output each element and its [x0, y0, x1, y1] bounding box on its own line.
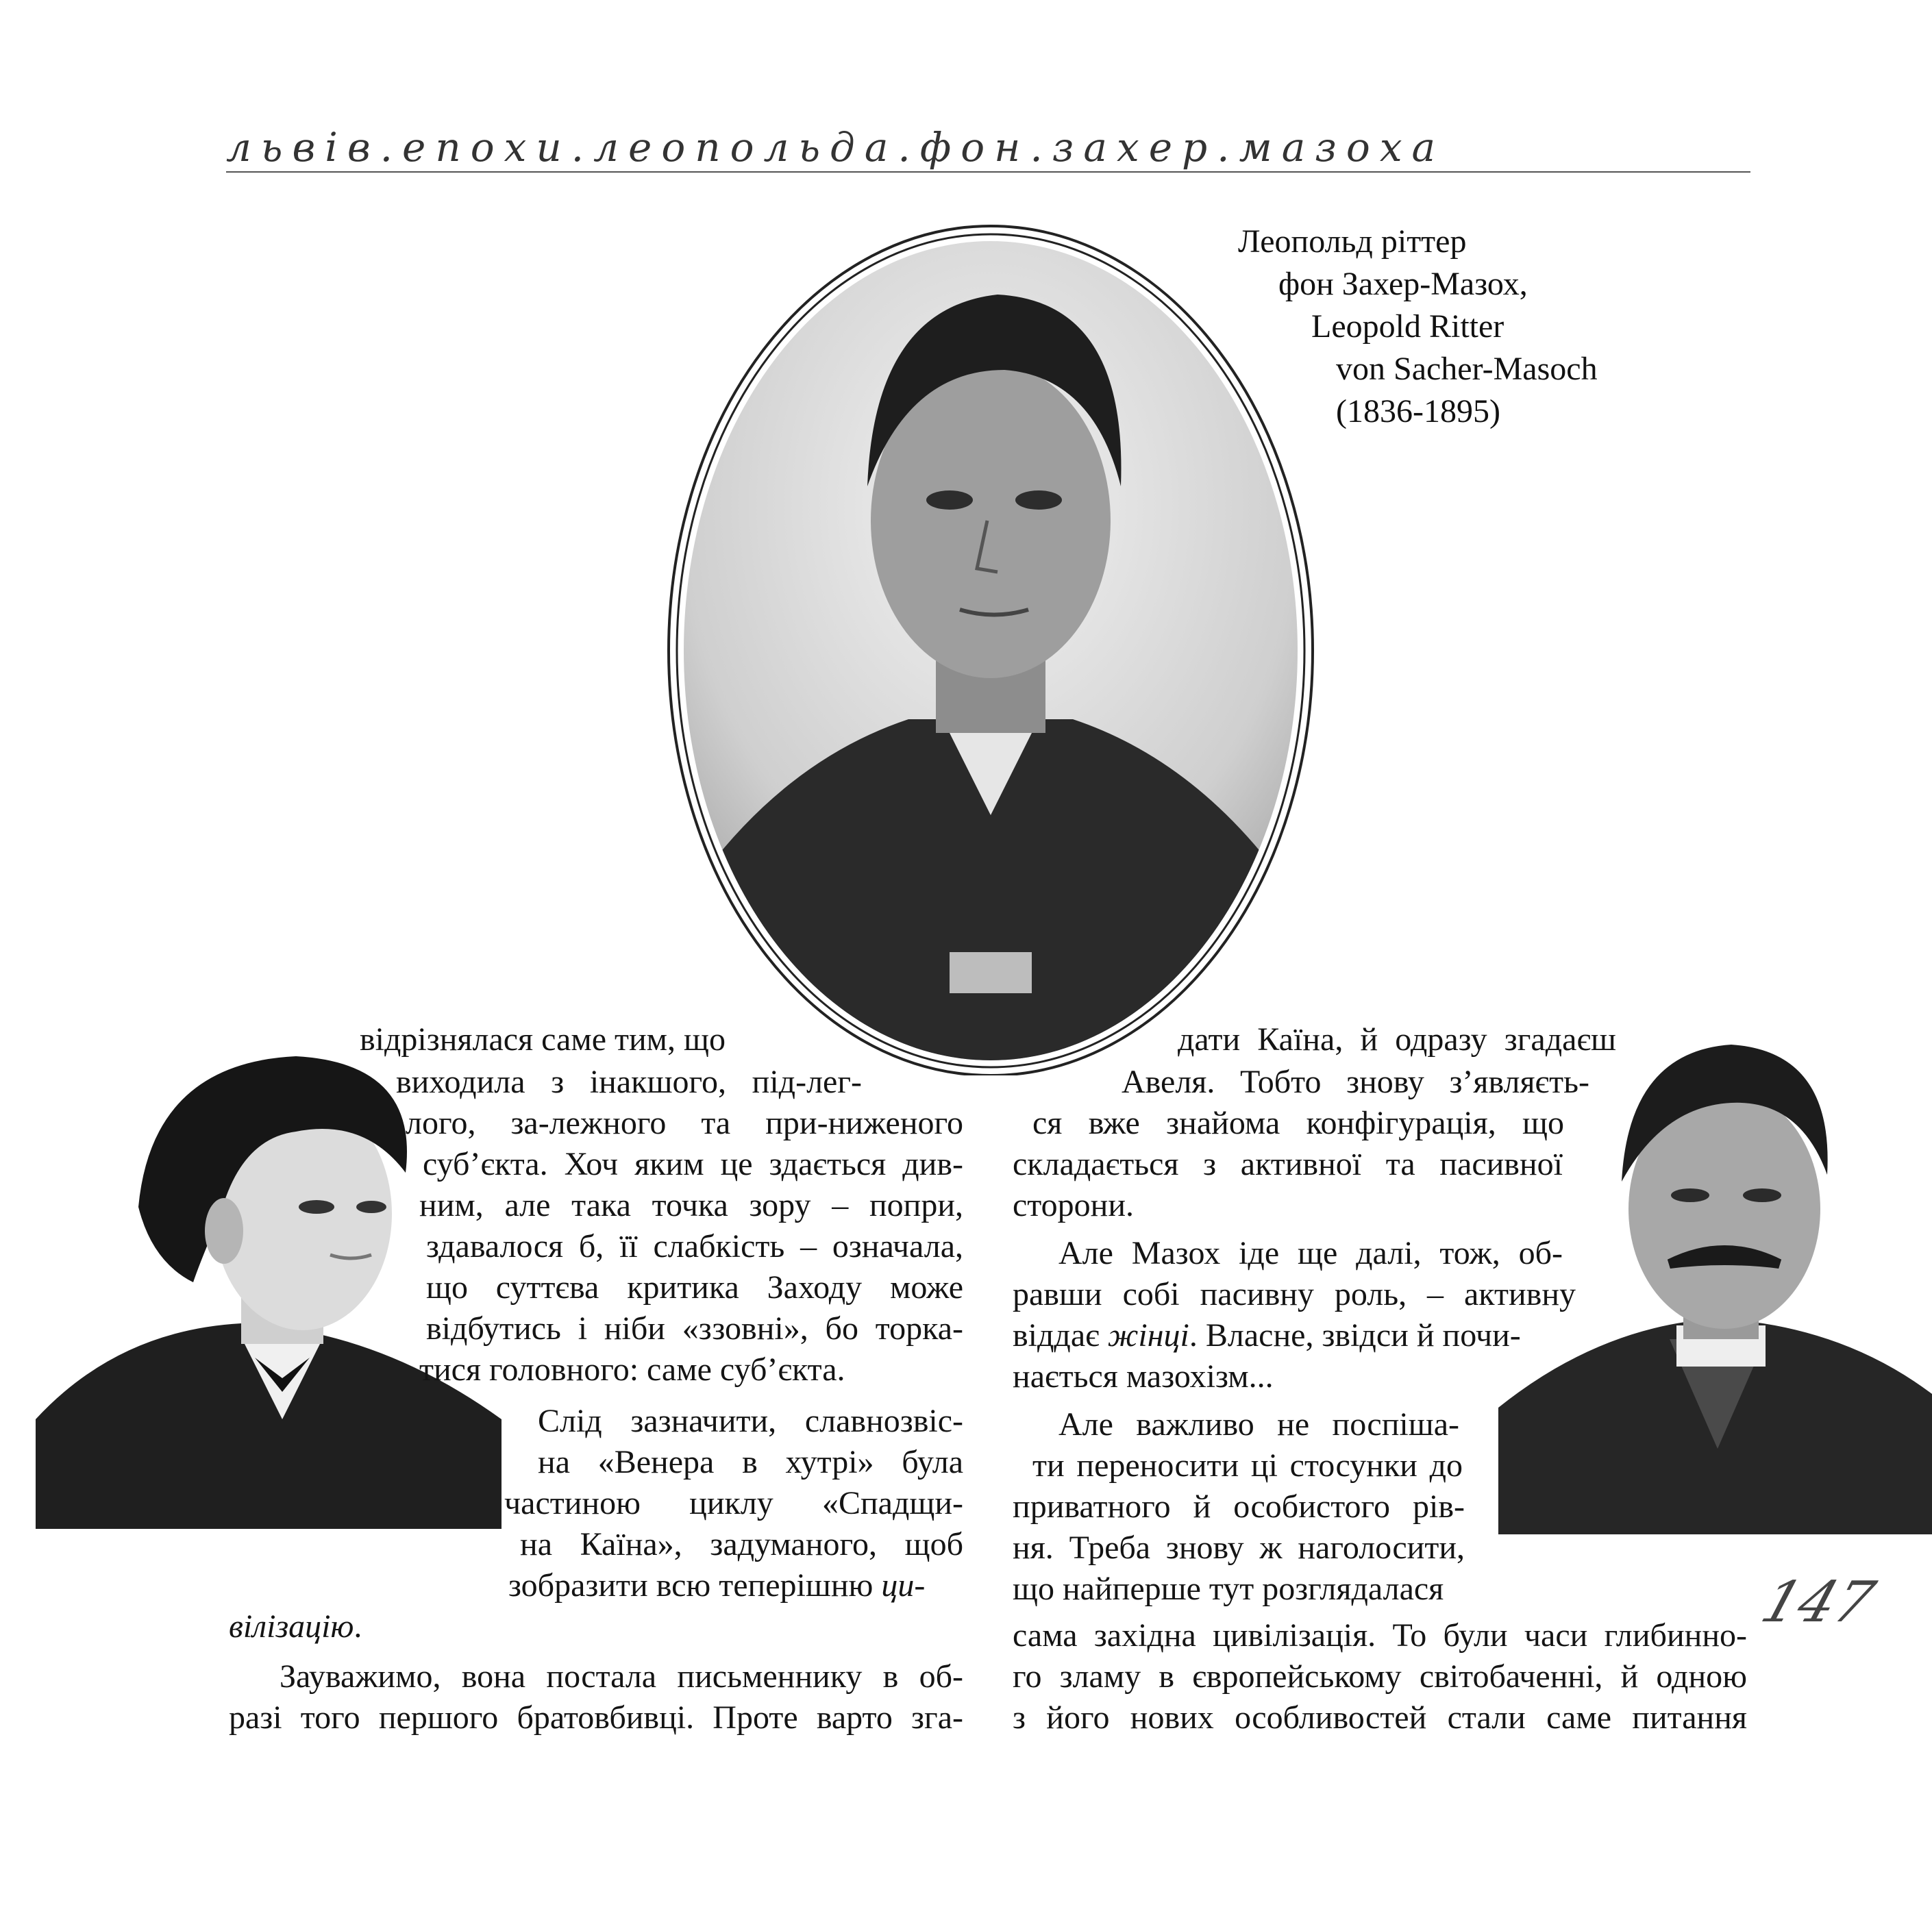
left-line-8: відбутись і ніби «ззовні», бо торка- — [426, 1310, 963, 1347]
right-line-9: нається мазохізм... — [1013, 1358, 1274, 1395]
left-line-12: частиною циклу «Спадщи- — [504, 1485, 963, 1521]
caption-line-4: von Sacher-Masoch — [1336, 351, 1598, 387]
right-line-6: Але Мазох іде ще далі, тож, об- — [1058, 1235, 1563, 1271]
right-line-8-italic: жінці — [1107, 1317, 1189, 1354]
header-rule — [226, 171, 1750, 173]
left-line-17: разі того першого братовбивці. Проте варто зга- — [229, 1699, 963, 1736]
left-line-5: ним, але така точка зору – попри, — [419, 1187, 963, 1223]
right-line-17: з його нових особливостей стали саме питання — [1013, 1699, 1747, 1736]
caption-line-5: (1836-1895) — [1336, 393, 1500, 429]
left-line-14-italic: ци- — [881, 1567, 926, 1604]
right-line-15: сама західна цивілізація. То були часи глибинно- — [1013, 1617, 1747, 1654]
left-line-9: тися головного: саме суб’єкта. — [419, 1351, 845, 1388]
caption-line-3: Leopold Ritter — [1311, 308, 1504, 345]
right-line-1: дати Каїна, й одразу згадаєш — [1178, 1021, 1616, 1058]
left-line-15 — [229, 1606, 362, 1647]
left-line-3: лого, за-лежного та при-ниженого — [406, 1105, 963, 1141]
right-line-5: сторони. — [1013, 1187, 1135, 1223]
right-line-12: приватного й особистого рів- — [1013, 1488, 1465, 1525]
left-line-2: виходила з інакшого, під-лег- — [396, 1064, 862, 1100]
left-line-14 — [508, 1565, 925, 1606]
running-title: львів.епохи.леопольда.фон.захер.мазоха — [226, 124, 1446, 171]
right-line-3: ся вже знайома конфігурація, що — [1032, 1105, 1564, 1141]
right-line-11: ти переносити ці стосунки до — [1032, 1447, 1463, 1484]
left-line-1: відрізнялася саме тим, що — [360, 1021, 726, 1058]
right-line-8-a: віддає — [1013, 1317, 1108, 1354]
oval-portrait-main — [648, 199, 1333, 1075]
caption-line-1: Леопольд ріттер — [1238, 223, 1467, 260]
right-line-7: равши собі пасивну роль, – активну — [1013, 1276, 1576, 1312]
right-line-10: Але важливо не поспіша- — [1058, 1406, 1459, 1443]
left-line-7: що суттєва критика Заходу може — [426, 1269, 963, 1306]
left-line-6: здавалося б, її слабкість – означала, — [426, 1228, 963, 1264]
left-line-4: суб’єкта. Хоч яким це здається див- — [423, 1146, 963, 1182]
right-line-8-c: . Власне, звідси й почи- — [1189, 1317, 1521, 1354]
left-line-15-end: . — [354, 1608, 362, 1645]
right-line-13: ня. Треба знову ж наголосити, — [1013, 1530, 1465, 1566]
right-line-2: Авеля. Тобто знову з’являєть- — [1122, 1064, 1589, 1100]
left-line-16: Зауважимо, вона постала письменнику в об- — [280, 1658, 963, 1695]
left-line-15-italic: вілізацію — [229, 1608, 354, 1645]
right-line-4: складається з активної та пасивної — [1013, 1146, 1563, 1182]
right-line-16: го зламу в європейському світобаченні, й одною — [1013, 1658, 1747, 1695]
left-line-13: на Каїна», задуманого, щоб — [520, 1526, 963, 1562]
left-line-10: Слід зазначити, славнозвіс- — [538, 1403, 963, 1439]
left-line-11: на «Венера в хутрі» була — [538, 1444, 963, 1480]
page-number: 147 — [1753, 1570, 1883, 1635]
right-line-14: що найперше тут розглядалася — [1013, 1571, 1444, 1607]
caption-line-2: фон Захер-Мазох, — [1278, 266, 1528, 302]
right-line-8 — [1013, 1315, 1521, 1356]
left-line-14-text: зобразити всю теперішню — [508, 1567, 882, 1604]
